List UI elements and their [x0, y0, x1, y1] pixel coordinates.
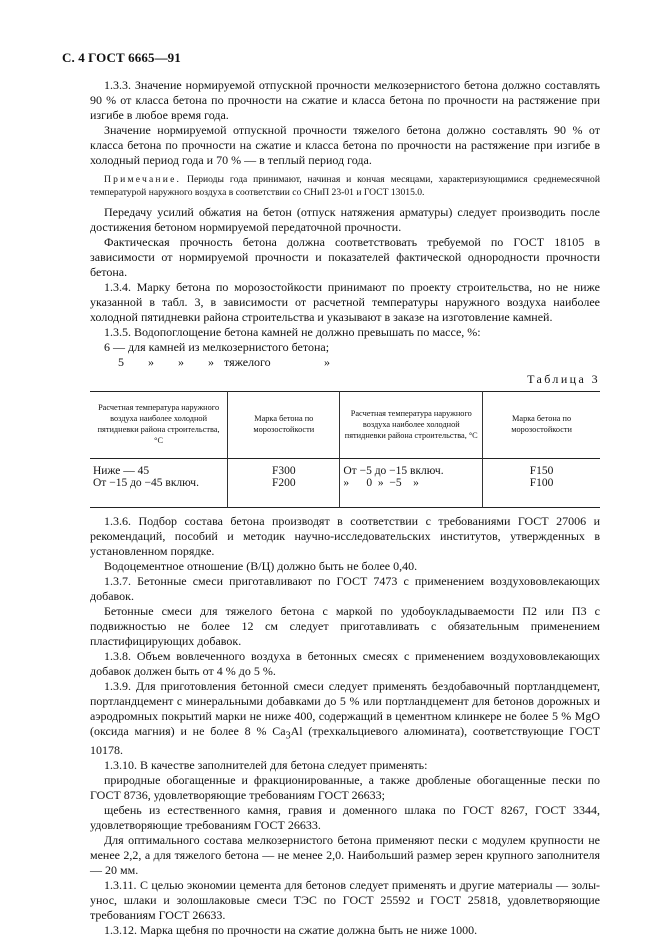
table-cell: Ниже — 45 От −15 до −45 включ.	[93, 465, 199, 489]
paragraph-1-3-11: 1.3.11. С целью экономии цемента для бетонов следует применять и другие материалы — золы-унос, шлаки и золошлаковые смеси ТЭС по ГОСТ 25592 и ГОСТ 25818, удовлетворяющие требованиям ГОСТ 26633.	[90, 878, 600, 923]
table-header: Расчетная температура наружного воздуха наиболее холодной пятидневки района строительства, °С	[340, 392, 483, 459]
table-cell: От −5 до −15 включ. » 0 » −5 »	[340, 459, 483, 508]
paragraph-1-3-8: 1.3.8. Объем вовлеченного воздуха в бетонных смесях с применением воздухововлекающих добавок должен быть от 4 % до 5 %.	[90, 649, 600, 678]
list-item-fine-concrete: 6 — для камней из мелкозернистого бетона;	[104, 340, 330, 354]
paragraph-1-3-12: 1.3.12. Марка щебня по прочности на сжатие должна быть не ниже 1000.	[104, 923, 478, 938]
paragraph-sands: природные обогащенные и фракционированные, а также дробленые обогащенные пески по ГОСТ 8736, удовлетворяющие требованиям ГОСТ 26633;	[90, 773, 600, 803]
paragraph-1-3-6: 1.3.6. Подбор состава бетона производят в соответствии с требованиями ГОСТ 27006 и рекомендаций, пособий и методик научно-исследовательских институтов, утвержденных в установленном порядке.	[90, 514, 600, 558]
paragraph-concrete-mixes: Бетонные смеси для тяжелого бетона с маркой по удобоукладываемости П2 или П3 с подвижностью не более 12 см следует приготавливать с обязательным применением пластифицирующих добавок.	[90, 604, 600, 648]
paragraph-actual-strength: Фактическая прочность бетона должна соответствовать требуемой по ГОСТ 18105 в зависимости от нормируемой прочности и показателей фактической однородности прочности бетона.	[90, 235, 600, 279]
ditto-mark: »	[208, 355, 214, 369]
table-header: Марка бетона по морозостойкости	[483, 392, 600, 459]
ditto-mark: »	[324, 355, 330, 369]
ditto-mark: »	[148, 355, 154, 369]
paragraph-water-cement-ratio: Водоцементное отношение (В/Ц) должно быть не более 0,40.	[104, 559, 418, 573]
list-item-word: тяжелого	[224, 355, 271, 369]
ditto-mark: »	[178, 355, 184, 369]
paragraph-1-3-7: 1.3.7. Бетонные смеси приготавливают по ГОСТ 7473 с применением воздухововлекающих добавок.	[90, 574, 600, 603]
paragraph-crushed-stone: щебень из естественного камня, гравия и доменного шлака по ГОСТ 8267, ГОСТ 3344, удовлетворяющие требованиям ГОСТ 26633.	[90, 803, 600, 833]
table-3	[90, 391, 600, 508]
document-body	[90, 78, 600, 938]
note	[90, 174, 600, 199]
paragraph-1-3-10: 1.3.10. В качестве заполнителей для бетона следует применять:	[104, 758, 428, 773]
paragraph-1-3-3: 1.3.3. Значение нормируемой отпускной прочности мелкозернистого бетона должно составлять 90 % от класса бетона по прочности на сжатие и класса бетона по прочности на растяжение при изгибе в любое время года.	[90, 78, 600, 122]
table-header: Расчетная температура наружного воздуха наиболее холодной пятидневки района строительства, °С	[97, 403, 220, 445]
note-text: Периоды года принимают, начиная и кончая месяцами, характеризующимися среднемесячной температурой наружного воздуха в соответствии со СНиП 23-01 и ГОСТ 13015.0.	[90, 174, 600, 198]
paragraph-fine-concrete-sands: Для оптимального состава мелкозернистого бетона применяют пески с модулем крупности не менее 2,2, а для тяжелого бетона — не менее 2,0. Наибольший размер зерен крупного заполнителя — 20 мм.	[90, 833, 600, 878]
paragraph-prestress-transfer: Передачу усилий обжатия на бетон (отпуск натяжения арматуры) следует производить после достижения бетоном нормируемой передаточной прочности.	[90, 205, 600, 234]
list-item-heavy-concrete	[90, 355, 600, 370]
list-item-number: 5	[118, 355, 124, 369]
paragraph-1-3-5: 1.3.5. Водопоглощение бетона камней не должно превышать по массе, %:	[104, 325, 481, 339]
paragraph-1-3-9: 1.3.9. Для приготовления бетонной смеси следует применять бездобавочный портландцемент, портландцемент с минеральными добавками до 5 % или портландцемент для бетонов дорожных и аэродромных покрытий марки не ниже 400, содержащий в цементном клинкере не более 5 % MgO (оксида магния) и не более 8 % $Ca_3Al$ (трехкальциевого алюмината), соответствующие ГОСТ 10178.	[90, 679, 600, 758]
page-header: С. 4 ГОСТ 6665—91	[62, 50, 181, 65]
table-cell: F300 F200	[228, 459, 340, 508]
note-label: Примечание.	[104, 174, 182, 185]
table-header: Марка бетона по морозостойкости	[228, 392, 340, 459]
table-row	[90, 459, 600, 508]
paragraph-heavy-concrete-strength: Значение нормируемой отпускной прочности тяжелого бетона должно составлять 90 % от класса бетона по прочности на сжатие и класса бетона по прочности на растяжение при изгибе в холодный период года и 70 % — в теплый период года.	[90, 123, 600, 167]
paragraph-1-3-4: 1.3.4. Марку бетона по морозостойкости принимают по проекту строительства, но не ниже указанной в табл. 3, в зависимости от расчетной температуры наружного воздуха наиболее холодной пятидневки района строительства и указывают в заказе на изготовление камней.	[90, 280, 600, 324]
table-cell: F150 F100	[483, 459, 600, 508]
table-caption: Таблица 3	[527, 372, 600, 386]
